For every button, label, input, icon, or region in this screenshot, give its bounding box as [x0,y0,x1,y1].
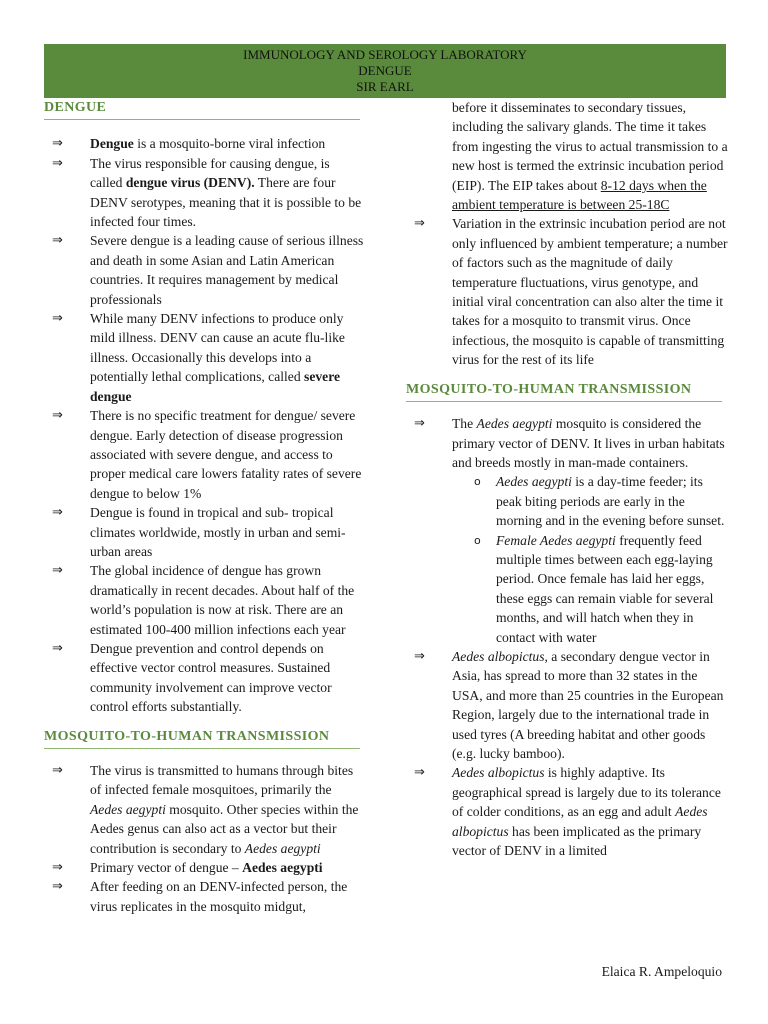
header-topic: DENGUE [358,63,412,78]
arrow-bullet-icon: ⇒ [52,879,63,895]
bullet-item [44,761,364,858]
author-footer: Elaica R. Ampeloquio [601,964,722,979]
circle-bullet-icon: o [474,475,481,489]
bullet-text: Dengue prevention and control depends on effective vector control measures. Sustained community involvement can improve vector control efforts substantially. [90,640,332,715]
bullet-text: The Aedes aegypti mosquito is considered the primary vector of DENV. It lives in urban habitats and breeds mostly in man-made containers. [452,416,725,470]
bullet-item [406,214,728,369]
arrow-bullet-icon: ⇒ [52,563,63,579]
bullet-text: While many DENV infections to produce only mild illness. DENV can cause an acute flu-like illness. Occasionally this develops into a potentially lethal complications, called severe dengue [90,311,345,404]
bullet-item [406,763,728,860]
bullet-item [406,414,728,472]
bullet-item [44,561,364,639]
bullet-item [44,309,364,406]
arrow-bullet-icon: ⇒ [52,233,63,249]
bullet-text: Primary vector of dengue – Aedes aegypti [90,860,323,876]
right-column [406,98,728,860]
bullet-item [406,647,728,763]
arrow-bullet-icon: ⇒ [52,136,63,152]
arrow-bullet-icon: ⇒ [414,648,425,664]
bullet-item [44,134,364,153]
bullet-text: The global incidence of dengue has grown dramatically in recent decades. About half of the world’s population is now at risk. There are an estimated 100-400 million infections each year [90,563,355,637]
section-heading-mosquito-transmission: MOSQUITO-TO-HUMAN TRANSMISSION [44,727,360,749]
sub-bullet-text: Aedes aegypti is a day-time feeder; its peak biting periods are early in the morning and in the evening before sunset. [496,474,725,529]
bullet-item [44,858,364,877]
bullet-item [44,154,364,232]
arrow-bullet-icon: ⇒ [52,640,63,656]
circle-bullet-icon: o [474,533,481,547]
bullet-text: Aedes albopictus is highly adaptive. Its geographical spread is largely due to its tolerance of colder conditions, as an egg and adult Aedes albopictus has been implicated as the primary vector of DENV in a limited [452,765,721,859]
arrow-bullet-icon: ⇒ [52,311,63,327]
bullet-text: Dengue is found in tropical and sub- tropical climates worldwide, mostly in urban and semi-urban areas [90,505,346,559]
arrow-bullet-icon: ⇒ [414,216,425,232]
section-heading-dengue: DENGUE [44,98,360,120]
arrow-bullet-icon: ⇒ [52,408,63,424]
arrow-bullet-icon: ⇒ [414,416,425,432]
sub-bullet-item [474,531,728,647]
sub-bullet-item [474,472,728,530]
underlined-eip-range: 8-12 days when the ambient temperature is between 25-18C [452,177,707,213]
bullet-item [44,231,364,309]
bullet-text: Aedes albopictus, a secondary dengue vector in Asia, has spread to more than 32 states in the USA, and more than 25 countries in the European Region, largely due to the international trade in used tyres (A breeding habitat and other goods (e.g. lucky bamboo). [452,648,724,761]
left-column [44,98,364,916]
arrow-bullet-icon: ⇒ [52,763,63,778]
arrow-bullet-icon: ⇒ [52,860,63,876]
bullet-text: After feeding on an DENV-infected person, the virus replicates in the mosquito midgut, [90,879,348,914]
arrow-bullet-icon: ⇒ [52,155,63,171]
bullet-item [44,503,364,561]
bullet-text: The virus responsible for causing dengue, is called dengue virus (DENV). There are four DENV serotypes, meaning that it is possible to be infected four times. [90,155,362,230]
document-header [44,44,726,98]
header-course-title: IMMUNOLOGY AND SEROLOGY LABORATORY [243,47,527,62]
sub-bullet-text: Female Aedes aegypti frequently feed multiple times between each egg-laying period. Once female has laid her eggs, these eggs can remain viable for several months, and will hatch when they in contact with water [496,532,714,645]
continued-text: before it disseminates to secondary tissues, including the salivary glands. The time it takes from ingesting the virus to actual transmission to a new host is termed the extrinsic incubation period (EIP). The EIP takes about 8-12 days when the ambient temperature is between 25-18C [452,100,728,213]
section-heading-mosquito-transmission: MOSQUITO-TO-HUMAN TRANSMISSION [406,380,722,402]
header-instructor: SIR EARL [356,79,414,94]
bullet-text: Severe dengue is a leading cause of serious illness and death in some Asian and Latin American countries. It requires management by medical professionals [90,233,364,307]
bullet-text: Dengue is a mosquito-borne viral infection [90,136,326,152]
arrow-bullet-icon: ⇒ [52,505,63,521]
bullet-item [44,877,364,916]
arrow-bullet-icon: ⇒ [414,765,425,781]
bullet-item [44,406,364,503]
bullet-text: The virus is transmitted to humans through bites of infected female mosquitoes, primarily the Aedes aegypti mosquito. Other species within the Aedes genus can also act as a vector but their contribution is secondary to Aedes aegypti [90,763,359,856]
bullet-item [44,639,364,717]
bullet-text: There is no specific treatment for dengue/ severe dengue. Early detection of disease progression associated with severe dengue, and access to proper medical care lowers fatality rates of severe dengue to below 1% [90,408,362,501]
bullet-text: Variation in the extrinsic incubation period are not only influenced by ambient temperature; a number of factors such as the magnitude of daily temperature fluctuations, virus genotype, and initial viral concentration can also alter the time it takes for a mosquito to transmit virus. Once infectious, the mosquito is capable of transmitting virus for the rest of its life [452,216,728,368]
